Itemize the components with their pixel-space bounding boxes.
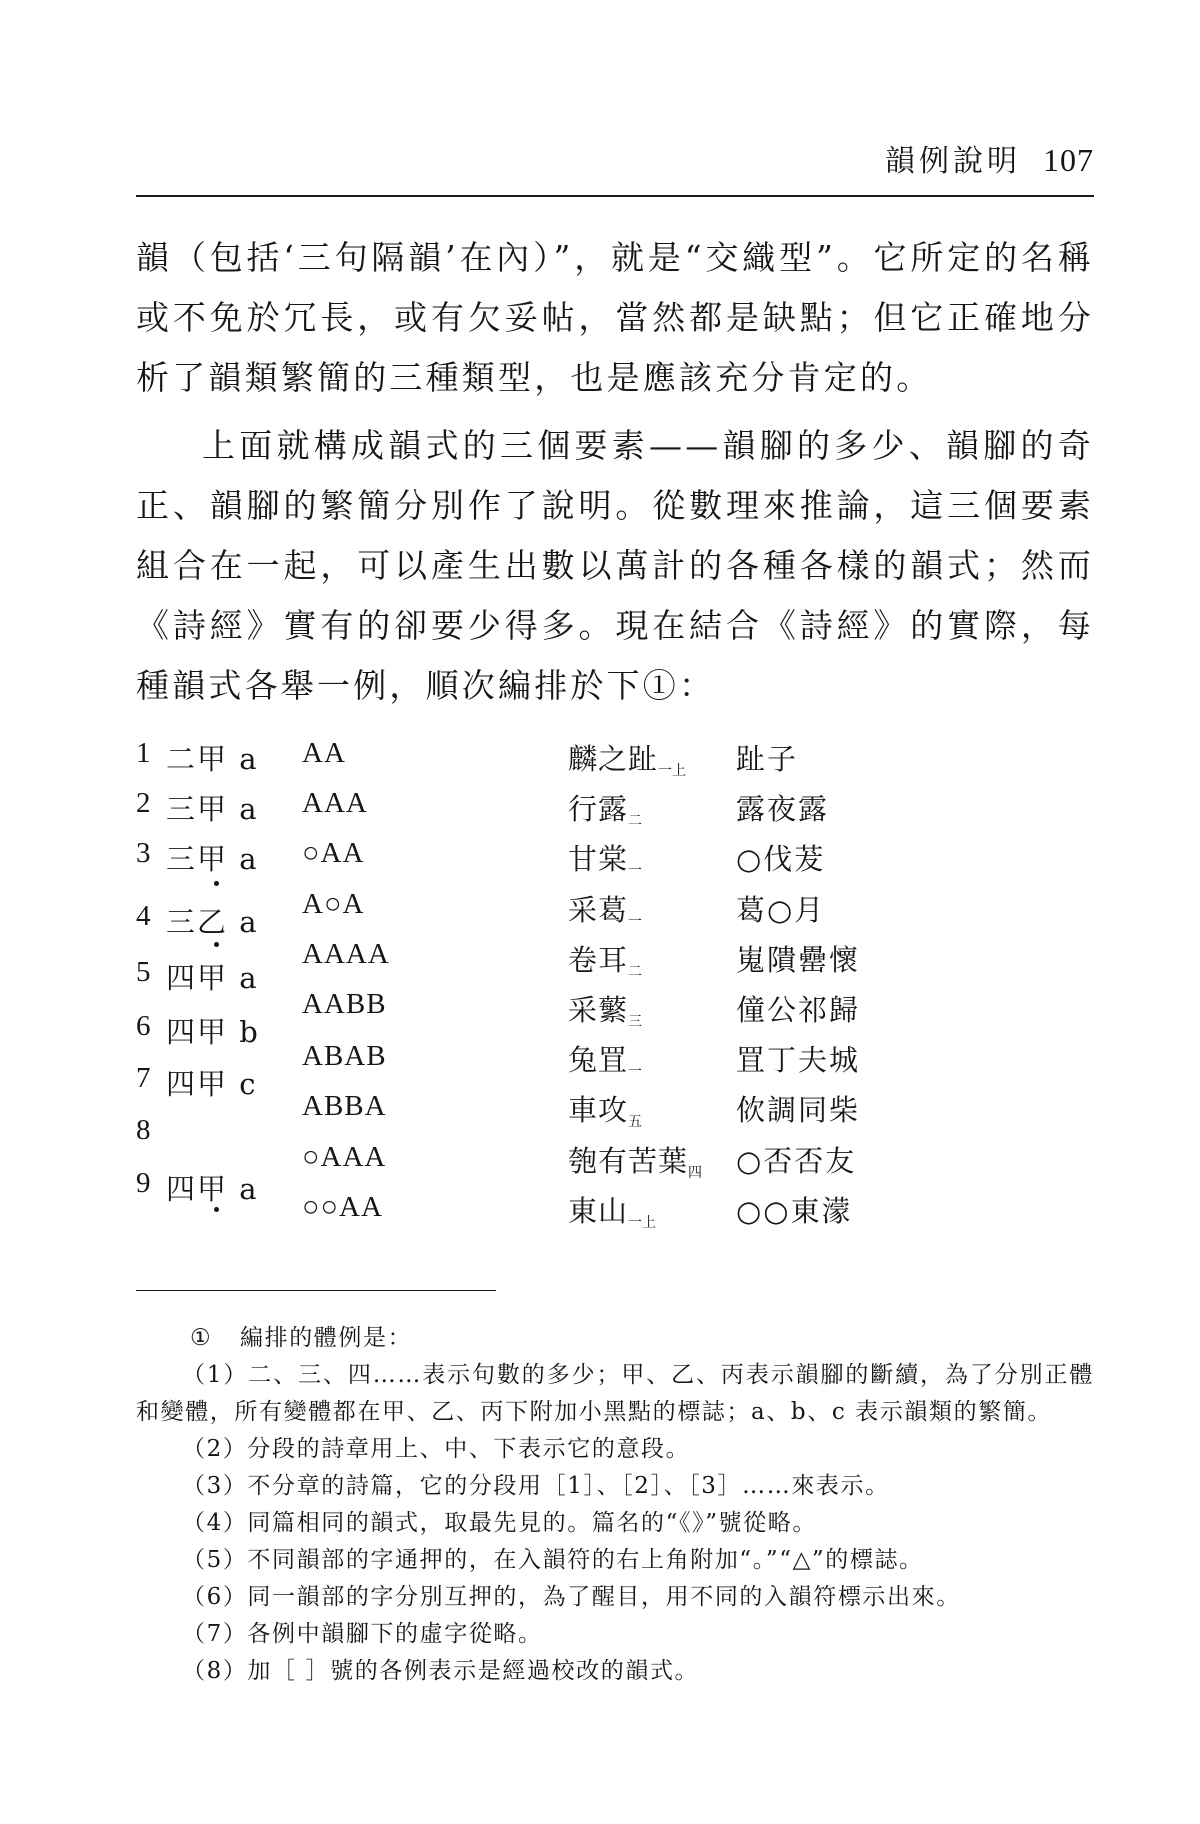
rhyme-pattern: ○AAA xyxy=(302,1140,387,1173)
row-number: 5 xyxy=(136,955,151,988)
running-head xyxy=(885,136,1094,180)
scheme-code: 四甲 c xyxy=(166,1067,258,1102)
footnote-mark: ① xyxy=(190,1325,213,1351)
poem-title: 卷耳$_二$ xyxy=(568,942,643,980)
section-marker: 五 xyxy=(628,1114,643,1131)
scheme-code: 三甲 a xyxy=(166,792,259,827)
scheme-row xyxy=(136,1189,1094,1239)
running-title: 韻例說明 xyxy=(885,144,1021,179)
row-number: 3 xyxy=(136,837,151,870)
section-marker: 一上 xyxy=(658,763,687,779)
rhyme-pattern: AAA xyxy=(302,787,368,820)
footnote-item: （3）不分章的詩篇，它的分段用［1］、［2］、［3］……來表示。 xyxy=(182,1473,890,1499)
poem-title: 匏有苦葉$_四$ xyxy=(568,1143,703,1181)
scheme-row xyxy=(136,1038,1094,1102)
rhyme-pattern: ABBA xyxy=(302,1090,387,1123)
footnote-item: （5）不同韻部的字通押的，在入韻符的右上角附加“。”“△”的標誌。 xyxy=(182,1547,924,1573)
footnote-item: （1）二、三、四……表示句數的多少；甲、乙、丙表示韻腳的斷續，為了分別正體和變體，所有變體都在甲、乙、丙下附加小黑點的標誌；a、b、c 表示韻類的繁簡。 xyxy=(136,1362,1094,1425)
poem-title: 麟之趾$_{一上}$ xyxy=(568,742,687,779)
section-marker: 四 xyxy=(688,1164,703,1181)
rhyme-pattern: AA xyxy=(302,737,346,769)
header-rule xyxy=(136,195,1094,197)
row-number: 9 xyxy=(136,1166,151,1199)
scheme-row xyxy=(136,1088,1094,1147)
scheme-row xyxy=(136,937,1094,995)
rhyme-words: 露夜露 xyxy=(736,792,830,827)
rhyme-pattern: A○A xyxy=(302,887,365,920)
footnote-item: （6）同一韻部的字分別互押的，為了醒目，用不同的入韻符標示出來。 xyxy=(182,1584,961,1610)
footnote-item: （7）各例中韻腳下的虛字從略。 xyxy=(182,1621,543,1647)
poem-title: 采葛$_一$ xyxy=(568,892,643,930)
section-marker: 一上 xyxy=(628,1214,657,1231)
scheme-code: 三乙 a xyxy=(166,904,259,939)
poem-title: 車攻$_五$ xyxy=(568,1093,643,1131)
scheme-row xyxy=(136,837,1094,887)
rhyme-pattern: AAAA xyxy=(302,937,390,970)
scheme-code: 三甲 a xyxy=(166,842,259,877)
row-number: 2 xyxy=(136,787,151,820)
variant-dot xyxy=(214,881,219,886)
rhyme-words: ○否否友 xyxy=(736,1143,857,1178)
row-number: 8 xyxy=(136,1114,151,1147)
paragraph: 上面就構成韻式的三個要素——韻腳的多少、韻腳的奇正、韻腳的繁簡分別作了說明。從數理來推論，這三個要素組合在一起，可以產生出數以萬計的各種各樣的韻式；然而《詩經》實有的卻要少得多。現在結合《詩經》的實際，每種韻式各舉一例，順次編排於下①： xyxy=(136,426,1094,705)
scheme-code: 四甲 a xyxy=(166,960,259,995)
scheme-code: 四甲 a xyxy=(166,1171,259,1206)
rhyme-words: 葛○月 xyxy=(736,892,826,927)
section-marker: 一 xyxy=(628,913,643,930)
page-number: 107 xyxy=(1043,142,1094,178)
row-number: 4 xyxy=(136,899,151,932)
footnote-heading-text: 編排的體例是： xyxy=(240,1325,413,1351)
rhyme-pattern: AABB xyxy=(302,987,387,1020)
scheme-row xyxy=(136,737,1094,787)
rhyme-words: 罝丁夫城 xyxy=(736,1043,861,1078)
rhyme-scheme-table xyxy=(136,737,1094,1239)
footnote-heading xyxy=(136,1320,1094,1357)
section-marker: 三 xyxy=(628,1013,643,1030)
rhyme-words: 嵬隤罍懷 xyxy=(736,942,861,977)
rhyme-words: 佽調同柴 xyxy=(736,1093,861,1128)
scheme-row xyxy=(136,987,1094,1049)
scheme-row xyxy=(136,888,1094,938)
poem-title: 甘棠$_一$ xyxy=(568,842,643,880)
footnote-rule xyxy=(136,1290,496,1291)
section-marker: 二 xyxy=(628,963,643,980)
poem-title: 采蘩$_三$ xyxy=(568,992,643,1030)
scheme-code: 二甲 a xyxy=(166,742,259,776)
poem-title: 行露$_二$ xyxy=(568,792,643,830)
rhyme-pattern: ○AA xyxy=(302,837,365,870)
footnote xyxy=(136,1320,1094,1690)
footnote-item: （8）加［ ］號的各例表示是經過校改的韻式。 xyxy=(182,1658,700,1684)
section-marker: 一 xyxy=(628,1064,643,1081)
row-number: 6 xyxy=(136,1009,151,1042)
rhyme-words: ○伐茇 xyxy=(736,842,826,877)
rhyme-words: ○○東濛 xyxy=(736,1193,853,1228)
section-marker: 二 xyxy=(628,813,643,830)
poem-title: 兔罝$_一$ xyxy=(568,1043,643,1081)
scheme-row xyxy=(136,787,1094,837)
rhyme-words: 趾子 xyxy=(736,742,799,776)
scheme-code: 四甲 b xyxy=(166,1014,260,1049)
poem-title: 東山$_{一上}$ xyxy=(568,1193,657,1231)
row-number: 1 xyxy=(136,737,151,769)
body-text xyxy=(136,228,1094,716)
footnote-item: （2）分段的詩章用上、中、下表示它的意段。 xyxy=(182,1436,691,1462)
rhyme-pattern: ABAB xyxy=(302,1040,387,1073)
scheme-row xyxy=(136,1139,1094,1206)
row-number: 7 xyxy=(136,1062,151,1095)
rhyme-pattern: ○○AA xyxy=(302,1190,383,1223)
section-marker: 一 xyxy=(628,863,643,880)
rhyme-words: 僮公祁歸 xyxy=(736,992,861,1027)
paragraph: 韻（包括‘三句隔韻’在內）”，就是“交織型”。它所定的名稱或不免於冗長，或有欠妥帖，當然都是缺點；但它正確地分析了韻類繁簡的三種類型，也是應該充分肯定的。 xyxy=(136,238,1094,397)
footnote-item: （4）同篇相同的韻式，取最先見的。篇名的“《》”號從略。 xyxy=(182,1510,817,1536)
